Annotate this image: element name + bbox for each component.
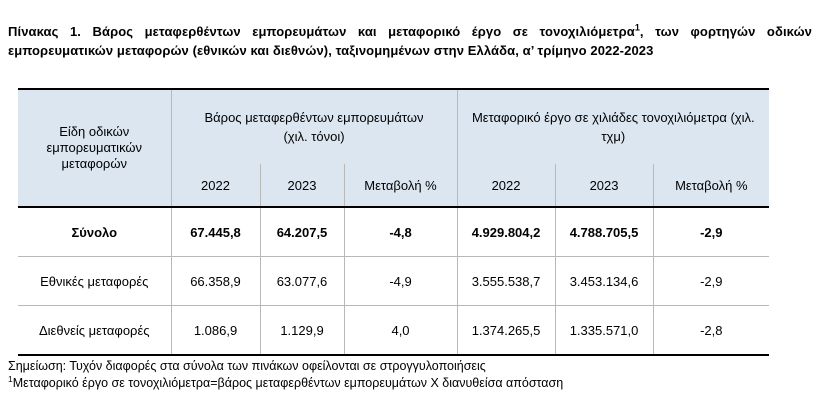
col-header-2023-work: 2023 (555, 164, 653, 207)
transport-work-group-header: Μεταφορικό έργο σε χιλιάδες τονοχιλιόμετρα (χιλ. τχμ) (457, 89, 769, 164)
cell-value: 3.555.538,7 (457, 257, 555, 306)
title-footnote-marker: 1 (634, 22, 640, 33)
cell-value: 63.077,6 (260, 257, 344, 306)
header-row-groups (18, 89, 769, 164)
table-row-international (18, 306, 769, 356)
definition-footnote (8, 375, 563, 392)
col-header-change-weight: Μεταβολή % (344, 164, 457, 207)
cell-value: 1.335.571,0 (555, 306, 653, 356)
cell-value: 4.929.804,2 (457, 207, 555, 257)
cell-value: -2,9 (653, 257, 769, 306)
cell-value: 1.374.265,5 (457, 306, 555, 356)
col-header-change-work: Μεταβολή % (653, 164, 769, 207)
cell-value: 4,0 (344, 306, 457, 356)
title-text-end: , των φορτηγών οδικών εμπορευματικών μεταφορών (εθνικών και διεθνών), ταξινομημένων στην Ελλάδα, α’ τρίμηνο 2022-2023 (8, 24, 812, 58)
cell-value: 66.358,9 (171, 257, 260, 306)
category-header: Είδη οδικών εμπορευματικών μεταφορών (18, 89, 171, 207)
table-title (8, 22, 812, 60)
cell-value: 64.207,5 (260, 207, 344, 257)
col-header-2022-weight: 2022 (171, 164, 260, 207)
cell-value: 1.086,9 (171, 306, 260, 356)
row-label: Διεθνείς μεταφορές (18, 306, 171, 356)
cell-value: 1.129,9 (260, 306, 344, 356)
cell-value: -4,9 (344, 257, 457, 306)
cell-value: -4,8 (344, 207, 457, 257)
col-header-2023-weight: 2023 (260, 164, 344, 207)
row-label: Εθνικές μεταφορές (18, 257, 171, 306)
col-header-2022-work: 2022 (457, 164, 555, 207)
table-row-total (18, 207, 769, 257)
table-row-domestic (18, 257, 769, 306)
weight-group-header: Βάρος μεταφερθέντων εμπορευμάτων (χιλ. τόνοι) (171, 89, 457, 164)
cell-value: 3.453.134,6 (555, 257, 653, 306)
cell-value: -2,9 (653, 207, 769, 257)
cell-value: 67.445,8 (171, 207, 260, 257)
cell-value: -2,8 (653, 306, 769, 356)
row-label: Σύνολο (18, 207, 171, 257)
cell-value: 4.788.705,5 (555, 207, 653, 257)
title-text: Πίνακας 1. Βάρος μεταφερθέντων εμπορευμάτων και μεταφορικό έργο σε τονοχιλιόμετρα (8, 24, 635, 39)
rounding-note: Σημείωση: Τυχόν διαφορές στα σύνολα των πινάκων οφείλονται σε στρογγυλοποιήσεις (8, 359, 486, 373)
footnote-text: Μεταφορικό έργο σε τονοχιλιόμετρα=βάρος μεταφερθέντων εμπορευμάτων Χ διανυθείσα απόσταση (12, 376, 564, 390)
footnote-marker: 1 (8, 373, 13, 384)
statistics-table (18, 88, 769, 356)
table-notes (8, 358, 563, 392)
